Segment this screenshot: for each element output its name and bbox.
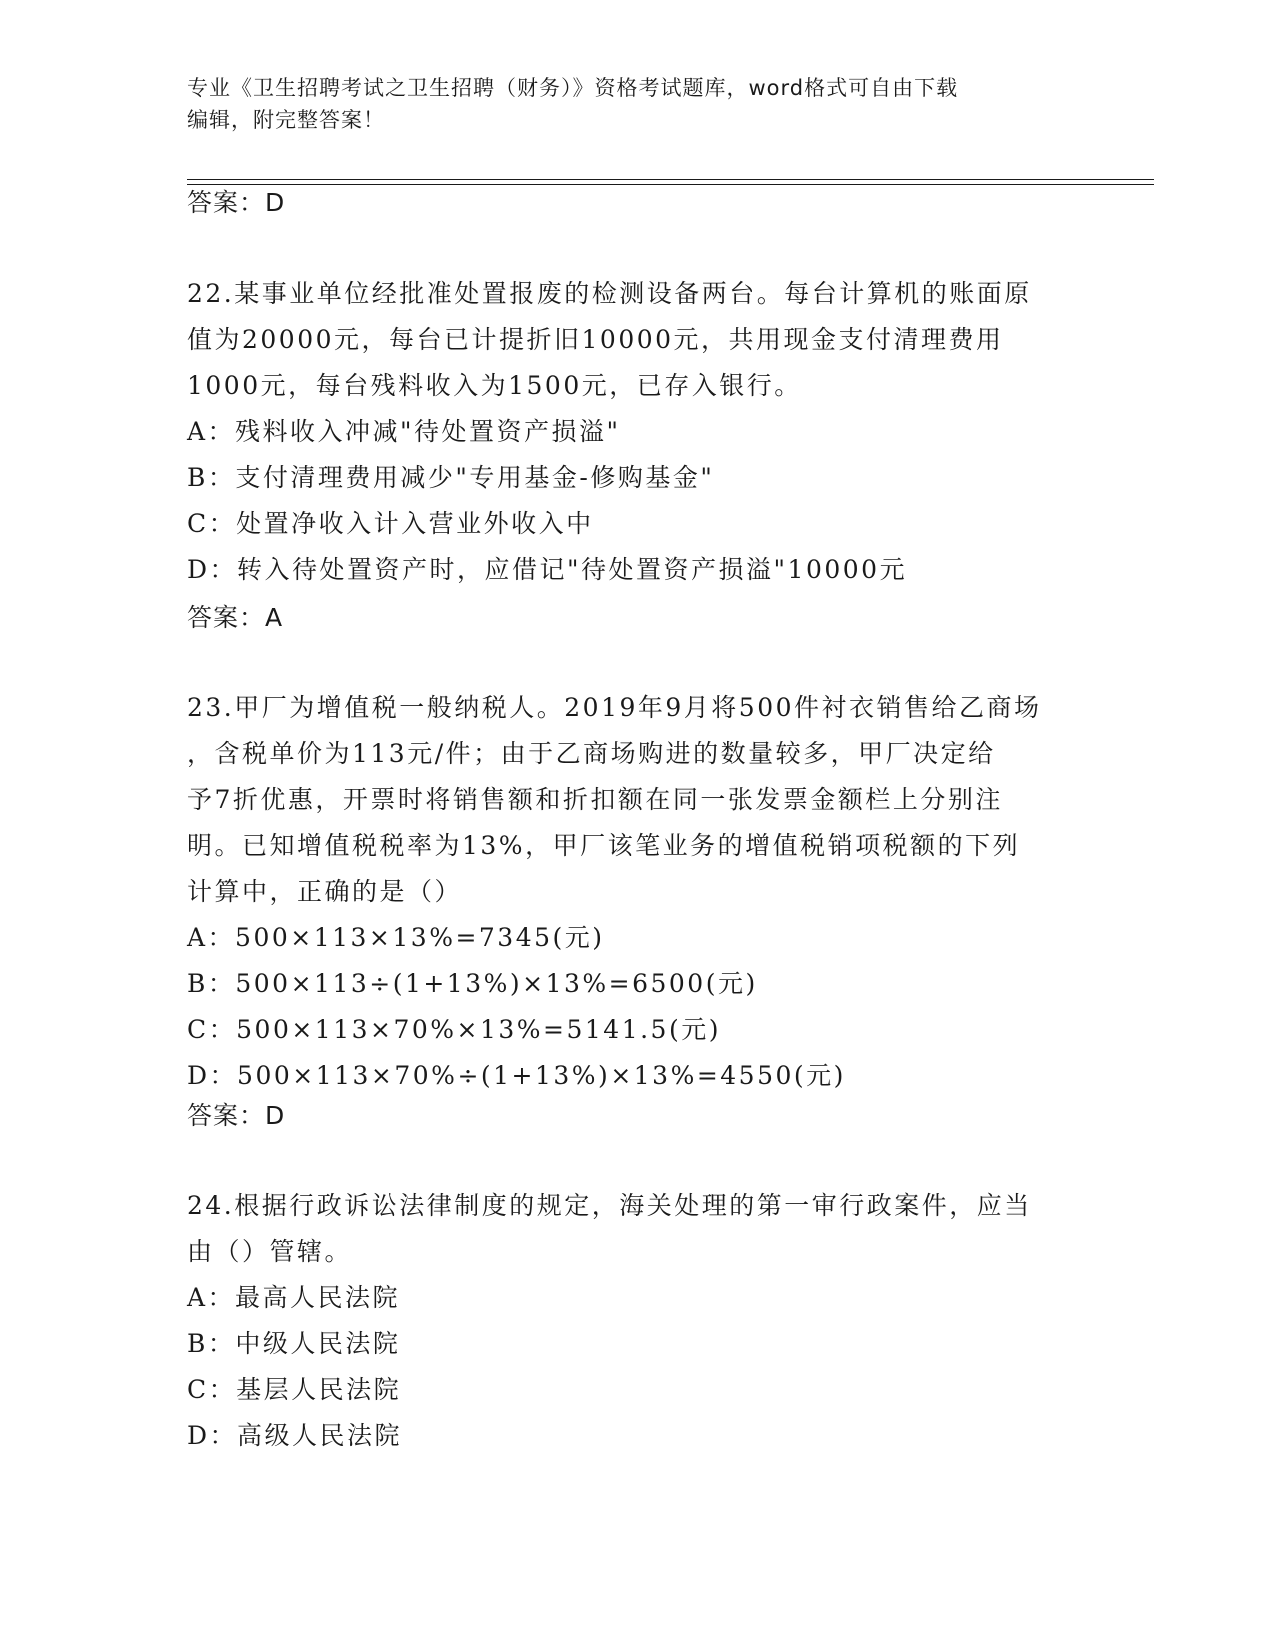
- answer-q21: 答案：D: [187, 188, 286, 217]
- question-22-stem-line-2: 值为20000元，每台已计提折旧10000元，共用现金支付清理费用: [187, 325, 1004, 354]
- question-23: [187, 685, 1087, 1099]
- question-24-option-a: A：最高人民法院: [187, 1283, 401, 1312]
- header-line-2: 编辑，附完整答案！: [187, 108, 385, 132]
- question-23-option-c: C：500×113×70%×13%=5141.5(元): [187, 1015, 721, 1044]
- header-divider-bottom: [187, 184, 1154, 185]
- question-23-option-b: B：500×113÷(1+13%)×13%=6500(元): [187, 969, 758, 998]
- question-23-stem-line-4: 明。已知增值税税率为13%，甲厂该笔业务的增值税销项税额的下列: [187, 831, 1021, 860]
- question-23-stem-line-2: ，含税单价为113元/件；由于乙商场购进的数量较多，甲厂决定给: [187, 739, 996, 768]
- question-24: [187, 1183, 1087, 1459]
- question-24-option-d: D：高级人民法院: [187, 1421, 403, 1450]
- question-22: [187, 271, 1087, 593]
- question-23-option-d: D：500×113×70%÷(1+13%)×13%=4550(元): [187, 1061, 846, 1090]
- header-divider-top: [187, 179, 1154, 180]
- question-23-stem-line-5: 计算中，正确的是（）: [187, 877, 463, 906]
- question-22-option-c: C：处置净收入计入营业外收入中: [187, 509, 594, 538]
- document-header: [187, 72, 1087, 136]
- question-24-stem-line-2: 由（）管辖。: [187, 1237, 353, 1266]
- question-22-option-b: B：支付清理费用减少"专用基金-修购基金": [187, 463, 715, 492]
- question-23-stem-line-1: 23.甲厂为增值税一般纳税人。2019年9月将500件衬衣销售给乙商场: [187, 693, 1042, 722]
- question-23-stem-line-3: 予7折优惠，开票时将销售额和折扣额在同一张发票金额栏上分别注: [187, 785, 1003, 814]
- question-22-option-a: A：残料收入冲减"待处置资产损溢": [187, 417, 621, 446]
- question-22-option-d: D：转入待处置资产时，应借记"待处置资产损溢"10000元: [187, 555, 908, 584]
- question-22-stem-line-1: 22.某事业单位经批准处置报废的检测设备两台。每台计算机的账面原: [187, 279, 1032, 308]
- question-23-option-a: A：500×113×13%=7345(元): [187, 923, 605, 952]
- question-24-option-b: B：中级人民法院: [187, 1329, 401, 1358]
- header-line-1: 专业《卫生招聘考试之卫生招聘（财务）》资格考试题库，word格式可自由下载: [187, 76, 959, 100]
- answer-q23: 答案：D: [187, 1101, 286, 1130]
- answer-q22: 答案：A: [187, 603, 284, 632]
- question-22-stem-line-3: 1000元，每台残料收入为1500元，已存入银行。: [187, 371, 802, 400]
- question-24-option-c: C：基层人民法院: [187, 1375, 402, 1404]
- question-24-stem-line-1: 24.根据行政诉讼法律制度的规定，海关处理的第一审行政案件，应当: [187, 1191, 1032, 1220]
